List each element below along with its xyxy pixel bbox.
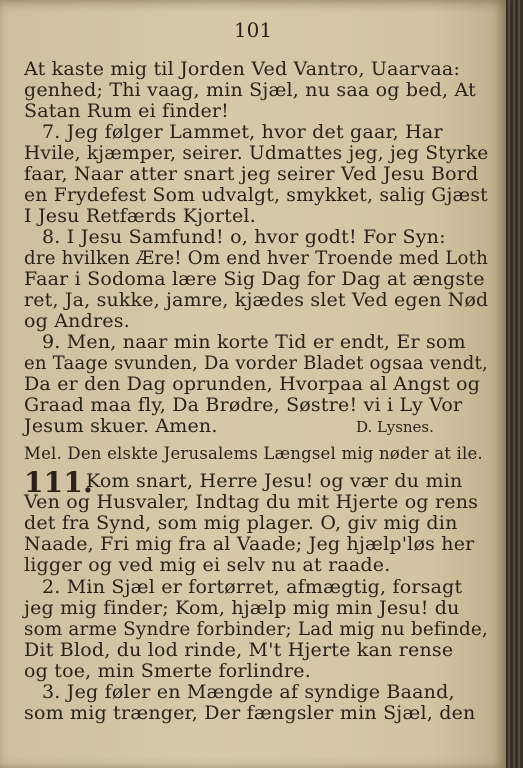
text-line: genhed; Thi vaag, min Sjæl, nu saa og bed, At (24, 79, 476, 101)
melody-line: Mel. Den elskte Jerusalems Længsel mig nøder at ile. (24, 444, 483, 463)
text-line: Satan Rum ei finder! (24, 100, 230, 122)
text-line: At kaste mig til Jorden Ved Vantro, Uaarvaa: (24, 58, 461, 80)
text-line: ligger og ved mig ei selv nu at raade. (24, 554, 391, 576)
text-line: og toe, min Smerte forlindre. (24, 660, 311, 682)
author-signature: D. Lysnes. (356, 418, 434, 436)
text-line: Graad maa fly, Da Brødre, Søstre! vi i Ly Vor (24, 394, 463, 416)
text-line: en Frydefest Som udvalgt, smykket, salig Gjæst (24, 184, 488, 206)
text-line: 9. Men, naar min korte Tid er endt, Er som (42, 331, 466, 353)
book-spine-edge (506, 0, 523, 768)
hymn-number: 111. (24, 466, 93, 499)
text-line: Ven og Husvaler, Indtag du mit Hjerte og rens (24, 491, 479, 513)
text-line: Faar i Sodoma lære Sig Dag for Dag at ængste (24, 268, 485, 290)
text-line: en Taage svunden, Da vorder Bladet ogsaa vendt, (24, 352, 488, 374)
text-line: dre hvilken Ære! Om end hver Troende med Loth (24, 247, 489, 269)
text-line: faar, Naar atter snart jeg seirer Ved Jesu Bord (24, 163, 479, 185)
text-line: I Jesu Retfærds Kjortel. (24, 205, 256, 227)
text-line: som mig trænger, Der fængsler min Sjæl, den (24, 702, 476, 724)
text-line: Jesum skuer. Amen. (24, 415, 218, 437)
text-line: Dit Blod, du lod rinde, M't Hjerte kan rense (24, 639, 454, 661)
text-line: Da er den Dag oprunden, Hvorpaa al Angst og (24, 373, 481, 395)
text-line: 8. I Jesu Samfund! o, hvor godt! For Syn: (42, 226, 446, 248)
text-line: ret, Ja, sukke, jamre, kjædes slet Ved egen Nød (24, 289, 489, 311)
text-line: Naade, Fri mig fra al Vaade; Jeg hjælp'løs her (24, 533, 475, 555)
text-line: det fra Synd, som mig plager. O, giv mig din (24, 512, 458, 534)
text-line: 7. Jeg følger Lammet, hvor det gaar, Har (42, 121, 443, 143)
text-line: 2. Min Sjæl er fortørret, afmægtig, forsagt (42, 576, 463, 598)
text-line: Hvile, kjæmper, seirer. Udmattes jeg, jeg Styrke (24, 142, 489, 164)
text-line: 3. Jeg føler en Mængde af syndige Baand, (42, 681, 455, 703)
text-line: jeg mig finder; Kom, hjælp mig min Jesu! du (24, 597, 460, 619)
page-number: 101 (233, 18, 273, 42)
text-line: og Andres. (24, 310, 130, 332)
text-line: Kom snart, Herre Jesu! og vær du min (86, 470, 463, 492)
text-line: som arme Syndre forbinder; Lad mig nu befinde, (24, 618, 488, 640)
